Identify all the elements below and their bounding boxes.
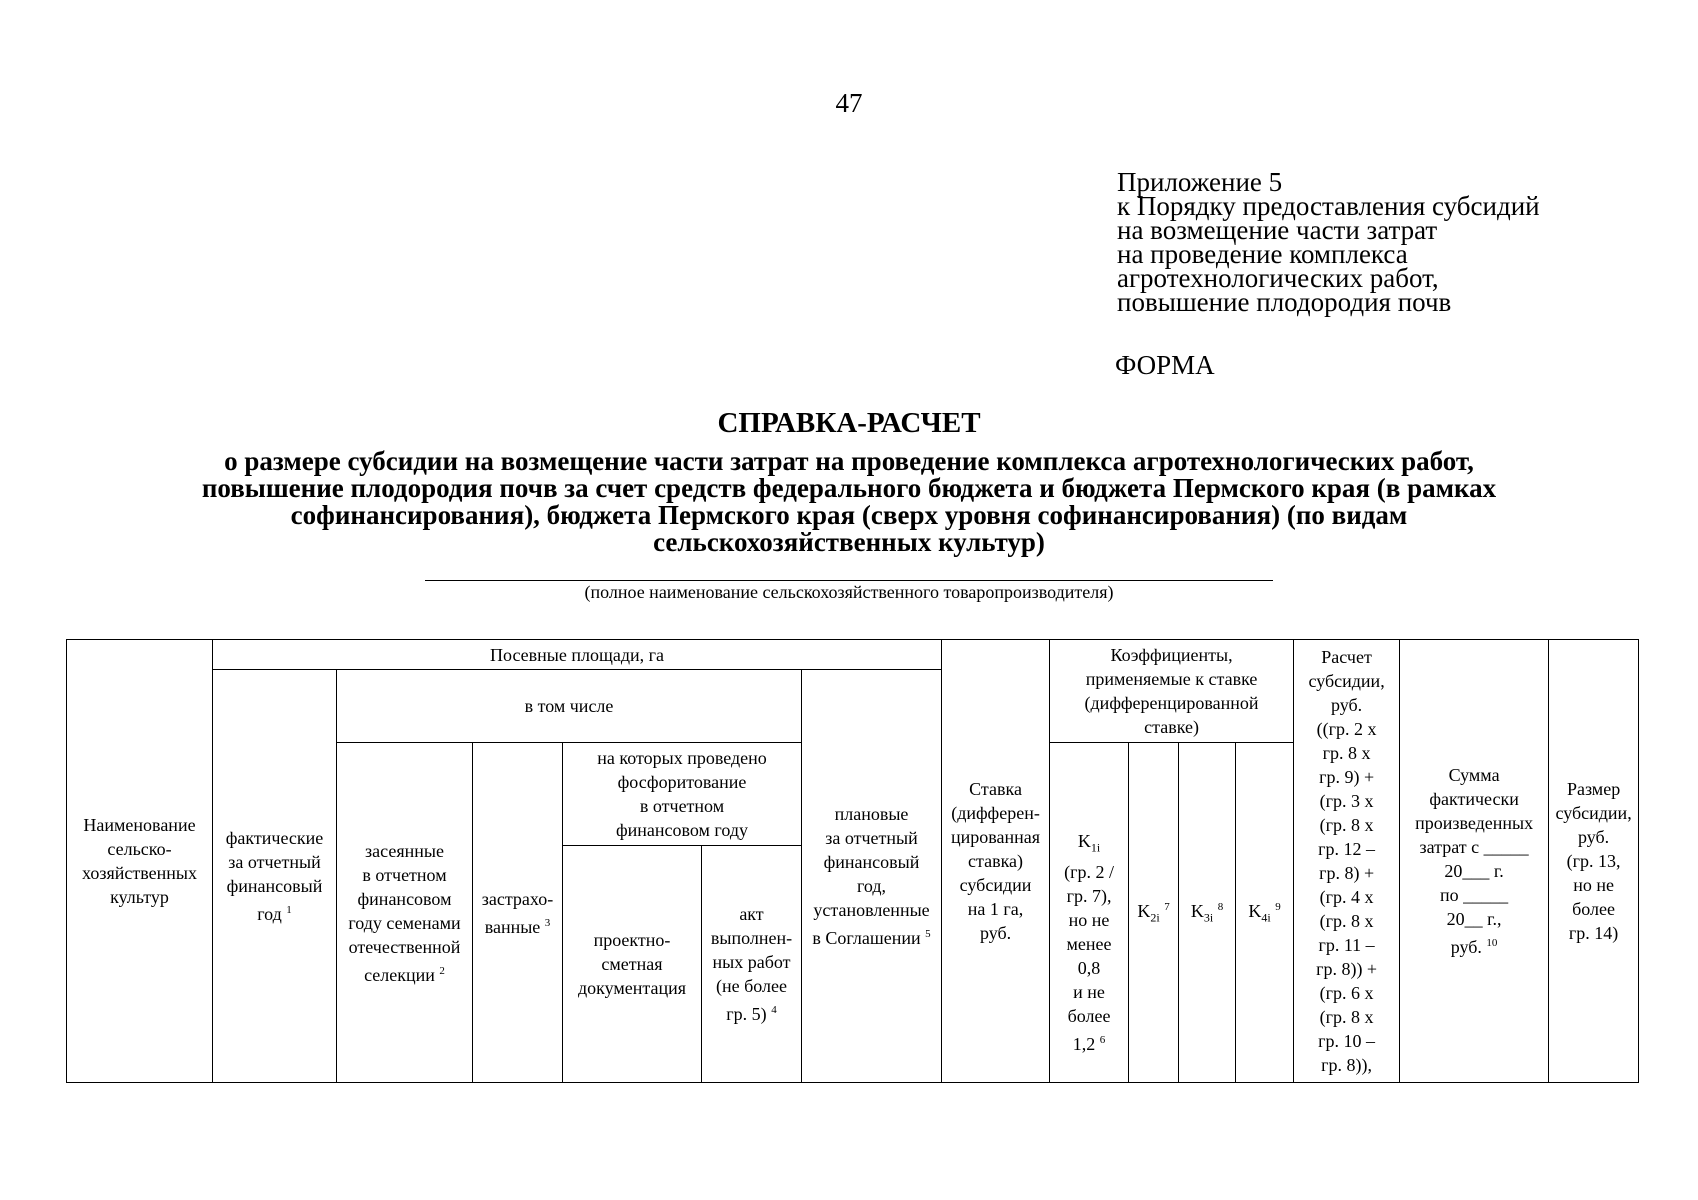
header-k4 <box>1236 743 1294 1083</box>
header-line: сметная <box>601 954 663 974</box>
header-line: год, <box>856 876 887 896</box>
header-line: год $^1$ <box>257 904 292 924</box>
footnote-mark: 4 <box>771 1004 777 1016</box>
header-line: хозяйственных <box>82 863 197 883</box>
header-line: финансовый <box>823 852 920 872</box>
header-line: (гр. 8 х <box>1319 911 1374 931</box>
header-line: 0,8 <box>1077 957 1101 978</box>
header-line: плановые <box>834 804 909 824</box>
header-line: применяемые к ставке <box>1085 669 1258 689</box>
header-line: в отчетном <box>362 864 447 885</box>
header-crop-name <box>67 640 213 1083</box>
document-title: СПРАВКА-РАСЧЕТ <box>717 407 981 439</box>
header-line: селекции $^2$ <box>364 964 445 985</box>
header-line: ных работ <box>712 952 791 972</box>
coefficient-label: $K_{1i}$ <box>1077 831 1101 855</box>
appendix-block <box>1117 167 1540 317</box>
header-line: руб. $^{10}$ <box>1450 937 1498 957</box>
header-line: застрахо- <box>481 888 554 909</box>
header-line: субсидии, <box>1555 803 1632 823</box>
header-line: (гр. 13, <box>1566 851 1621 871</box>
organization-name-line <box>425 580 1273 581</box>
header-line: ставке) <box>1144 717 1199 737</box>
header-k2 <box>1129 743 1179 1083</box>
header-line: субсидии <box>959 875 1032 895</box>
header-line: гр. 9) + <box>1319 767 1375 787</box>
header-line: гр. 11 – <box>1318 935 1375 955</box>
appendix-line: агротехнологических работ, <box>1117 263 1439 293</box>
footnote-mark: 8 <box>1217 901 1224 914</box>
appendix-line: повышение плодородия почв <box>1117 287 1452 317</box>
calculation-table <box>66 639 1639 1083</box>
header-line: финансовый <box>226 876 323 896</box>
header-line: гр. 5) $^4$ <box>726 1004 777 1024</box>
header-line: за отчетный <box>825 828 918 848</box>
organization-name-caption: (полное наименование сельскохозяйственного товаропроизводителя) <box>584 582 1114 602</box>
header-line: ((гр. 2 х <box>1316 719 1377 739</box>
header-line: но не <box>1573 875 1614 895</box>
header-line: более <box>1067 1005 1111 1026</box>
subtitle-line: о размере субсидии на возмещение части затрат на проведение комплекса агротехнологических работ, <box>224 446 1474 476</box>
header-line: гр. 8 х <box>1322 743 1371 763</box>
header-planned-area <box>802 670 942 1083</box>
footnote-mark: 10 <box>1486 937 1498 949</box>
header-coefficients <box>1050 640 1294 743</box>
header-line: руб. <box>1330 695 1363 715</box>
header-line: фактические <box>225 828 324 848</box>
header-line: субсидии, <box>1308 671 1385 691</box>
header-line: (гр. 8 х <box>1319 815 1374 835</box>
header-line: финансовом <box>357 888 452 909</box>
header-line: (гр. 3 х <box>1319 791 1374 811</box>
header-line: гр. 8)), <box>1321 1055 1373 1075</box>
header-subsidy-calculation <box>1294 640 1400 1083</box>
header-line: 1,2 $^6$ <box>1072 1033 1106 1054</box>
header-phosphoritized <box>563 743 802 846</box>
footnote-mark: 2 <box>439 964 445 977</box>
footnote-mark: 7 <box>1164 901 1170 914</box>
header-line: документация <box>577 978 687 998</box>
header-line: на которых проведено <box>597 748 767 768</box>
header-line: в Соглашении $^5$ <box>812 928 931 948</box>
header-line: (не более <box>716 976 787 996</box>
header-line: ванные $^3$ <box>484 916 551 937</box>
header-line: культур <box>110 887 169 907</box>
header-line: Коэффициенты, <box>1110 645 1233 665</box>
header-seeded-domestic <box>337 743 473 1083</box>
header-line: гр. 10 – <box>1318 1031 1376 1051</box>
header-project-docs <box>563 846 702 1083</box>
footnote-mark: 6 <box>1099 1033 1106 1046</box>
subtitle-line: сельскохозяйственных культур) <box>653 527 1045 557</box>
header-rate <box>942 640 1050 1083</box>
header-line: (гр. 2 / <box>1064 861 1114 882</box>
header-subsidy-size <box>1549 640 1639 1083</box>
header-line: руб. <box>1577 827 1610 847</box>
header-line: менее <box>1066 933 1112 954</box>
header-line: произведенных <box>1415 813 1534 833</box>
header-work-act <box>702 846 802 1083</box>
header-line: более <box>1572 899 1616 919</box>
coefficient-label: $K_{2i}$ $^7$ <box>1137 901 1170 925</box>
document-subtitle <box>150 448 1548 556</box>
header-line: (гр. 6 х <box>1319 983 1374 1003</box>
header-line: гр. 12 – <box>1318 839 1376 859</box>
header-line: выполнен- <box>710 928 793 948</box>
footnote-mark: 5 <box>925 928 931 940</box>
header-line: отечественной <box>348 936 461 957</box>
footnote-mark: 9 <box>1275 901 1281 914</box>
header-line: по _____ <box>1440 885 1509 905</box>
header-line: Наименование <box>83 815 196 835</box>
header-line: финансовом году <box>615 820 749 840</box>
subtitle-line: повышение плодородия почв за счет средств федерального бюджета и бюджета Пермского края (в рамках <box>201 473 1497 503</box>
header-line: Сумма <box>1448 765 1500 785</box>
header-line: цированная <box>951 827 1041 847</box>
header-line: году семенами <box>348 912 461 933</box>
header-including: в том числе <box>337 670 802 743</box>
coefficient-label: $K_{3i}$ $^8$ <box>1190 901 1224 925</box>
coefficient-label: $K_{4i}$ $^9$ <box>1248 901 1281 925</box>
header-line: (дифферен- <box>951 803 1040 823</box>
header-line: проектно- <box>593 930 671 950</box>
header-line: фактически <box>1429 789 1519 809</box>
page-number: 47 <box>835 88 863 118</box>
header-line: фосфоритование <box>617 772 747 792</box>
header-line: установленные <box>813 900 930 920</box>
header-actual-costs-sum <box>1400 640 1549 1083</box>
header-line: затрат с _____ <box>1419 837 1529 857</box>
header-line: но не <box>1068 909 1110 930</box>
header-line: и не <box>1073 981 1105 1002</box>
header-line: (дифференцированной <box>1084 693 1259 713</box>
header-line: гр. 8)) + <box>1316 959 1378 979</box>
header-line: (гр. 8 х <box>1319 1007 1374 1027</box>
footnote-mark: 1 <box>286 904 292 916</box>
appendix-line: на возмещение части затрат <box>1117 215 1438 245</box>
header-line: гр. 7), <box>1066 885 1112 906</box>
header-line: гр. 14) <box>1568 923 1619 943</box>
header-line: Размер <box>1566 779 1621 799</box>
header-line: руб. <box>979 923 1012 943</box>
footnote-mark: 3 <box>544 916 551 929</box>
header-k1 <box>1050 743 1129 1083</box>
form-label: ФОРМА <box>1115 350 1215 380</box>
header-line: засеянные <box>365 840 444 861</box>
appendix-line: к Порядку предоставления субсидий <box>1117 191 1540 221</box>
header-line: на 1 га, <box>967 899 1024 919</box>
header-line: Ставка <box>969 779 1022 799</box>
header-line: 20__ г., <box>1446 909 1502 929</box>
header-line: в отчетном <box>639 796 725 816</box>
header-line: 20___ г. <box>1444 861 1504 881</box>
header-line: акт <box>739 904 764 924</box>
header-insured <box>473 743 563 1083</box>
header-line: гр. 8) + <box>1319 863 1375 883</box>
appendix-line: Приложение 5 <box>1117 167 1283 197</box>
header-line: ставка) <box>968 851 1024 871</box>
header-line: сельско- <box>107 839 172 859</box>
header-line: (гр. 4 х <box>1319 887 1374 907</box>
header-line: Расчет <box>1321 647 1372 667</box>
header-k3 <box>1179 743 1236 1083</box>
subtitle-line: софинансирования), бюджета Пермского края (сверх уровня софинансирования) (по видам <box>290 500 1408 530</box>
header-actual-area <box>213 670 337 1083</box>
appendix-line: на проведение комплекса <box>1117 239 1408 269</box>
header-line: за отчетный <box>228 852 321 872</box>
header-sown-area: Посевные площади, га <box>213 640 942 670</box>
